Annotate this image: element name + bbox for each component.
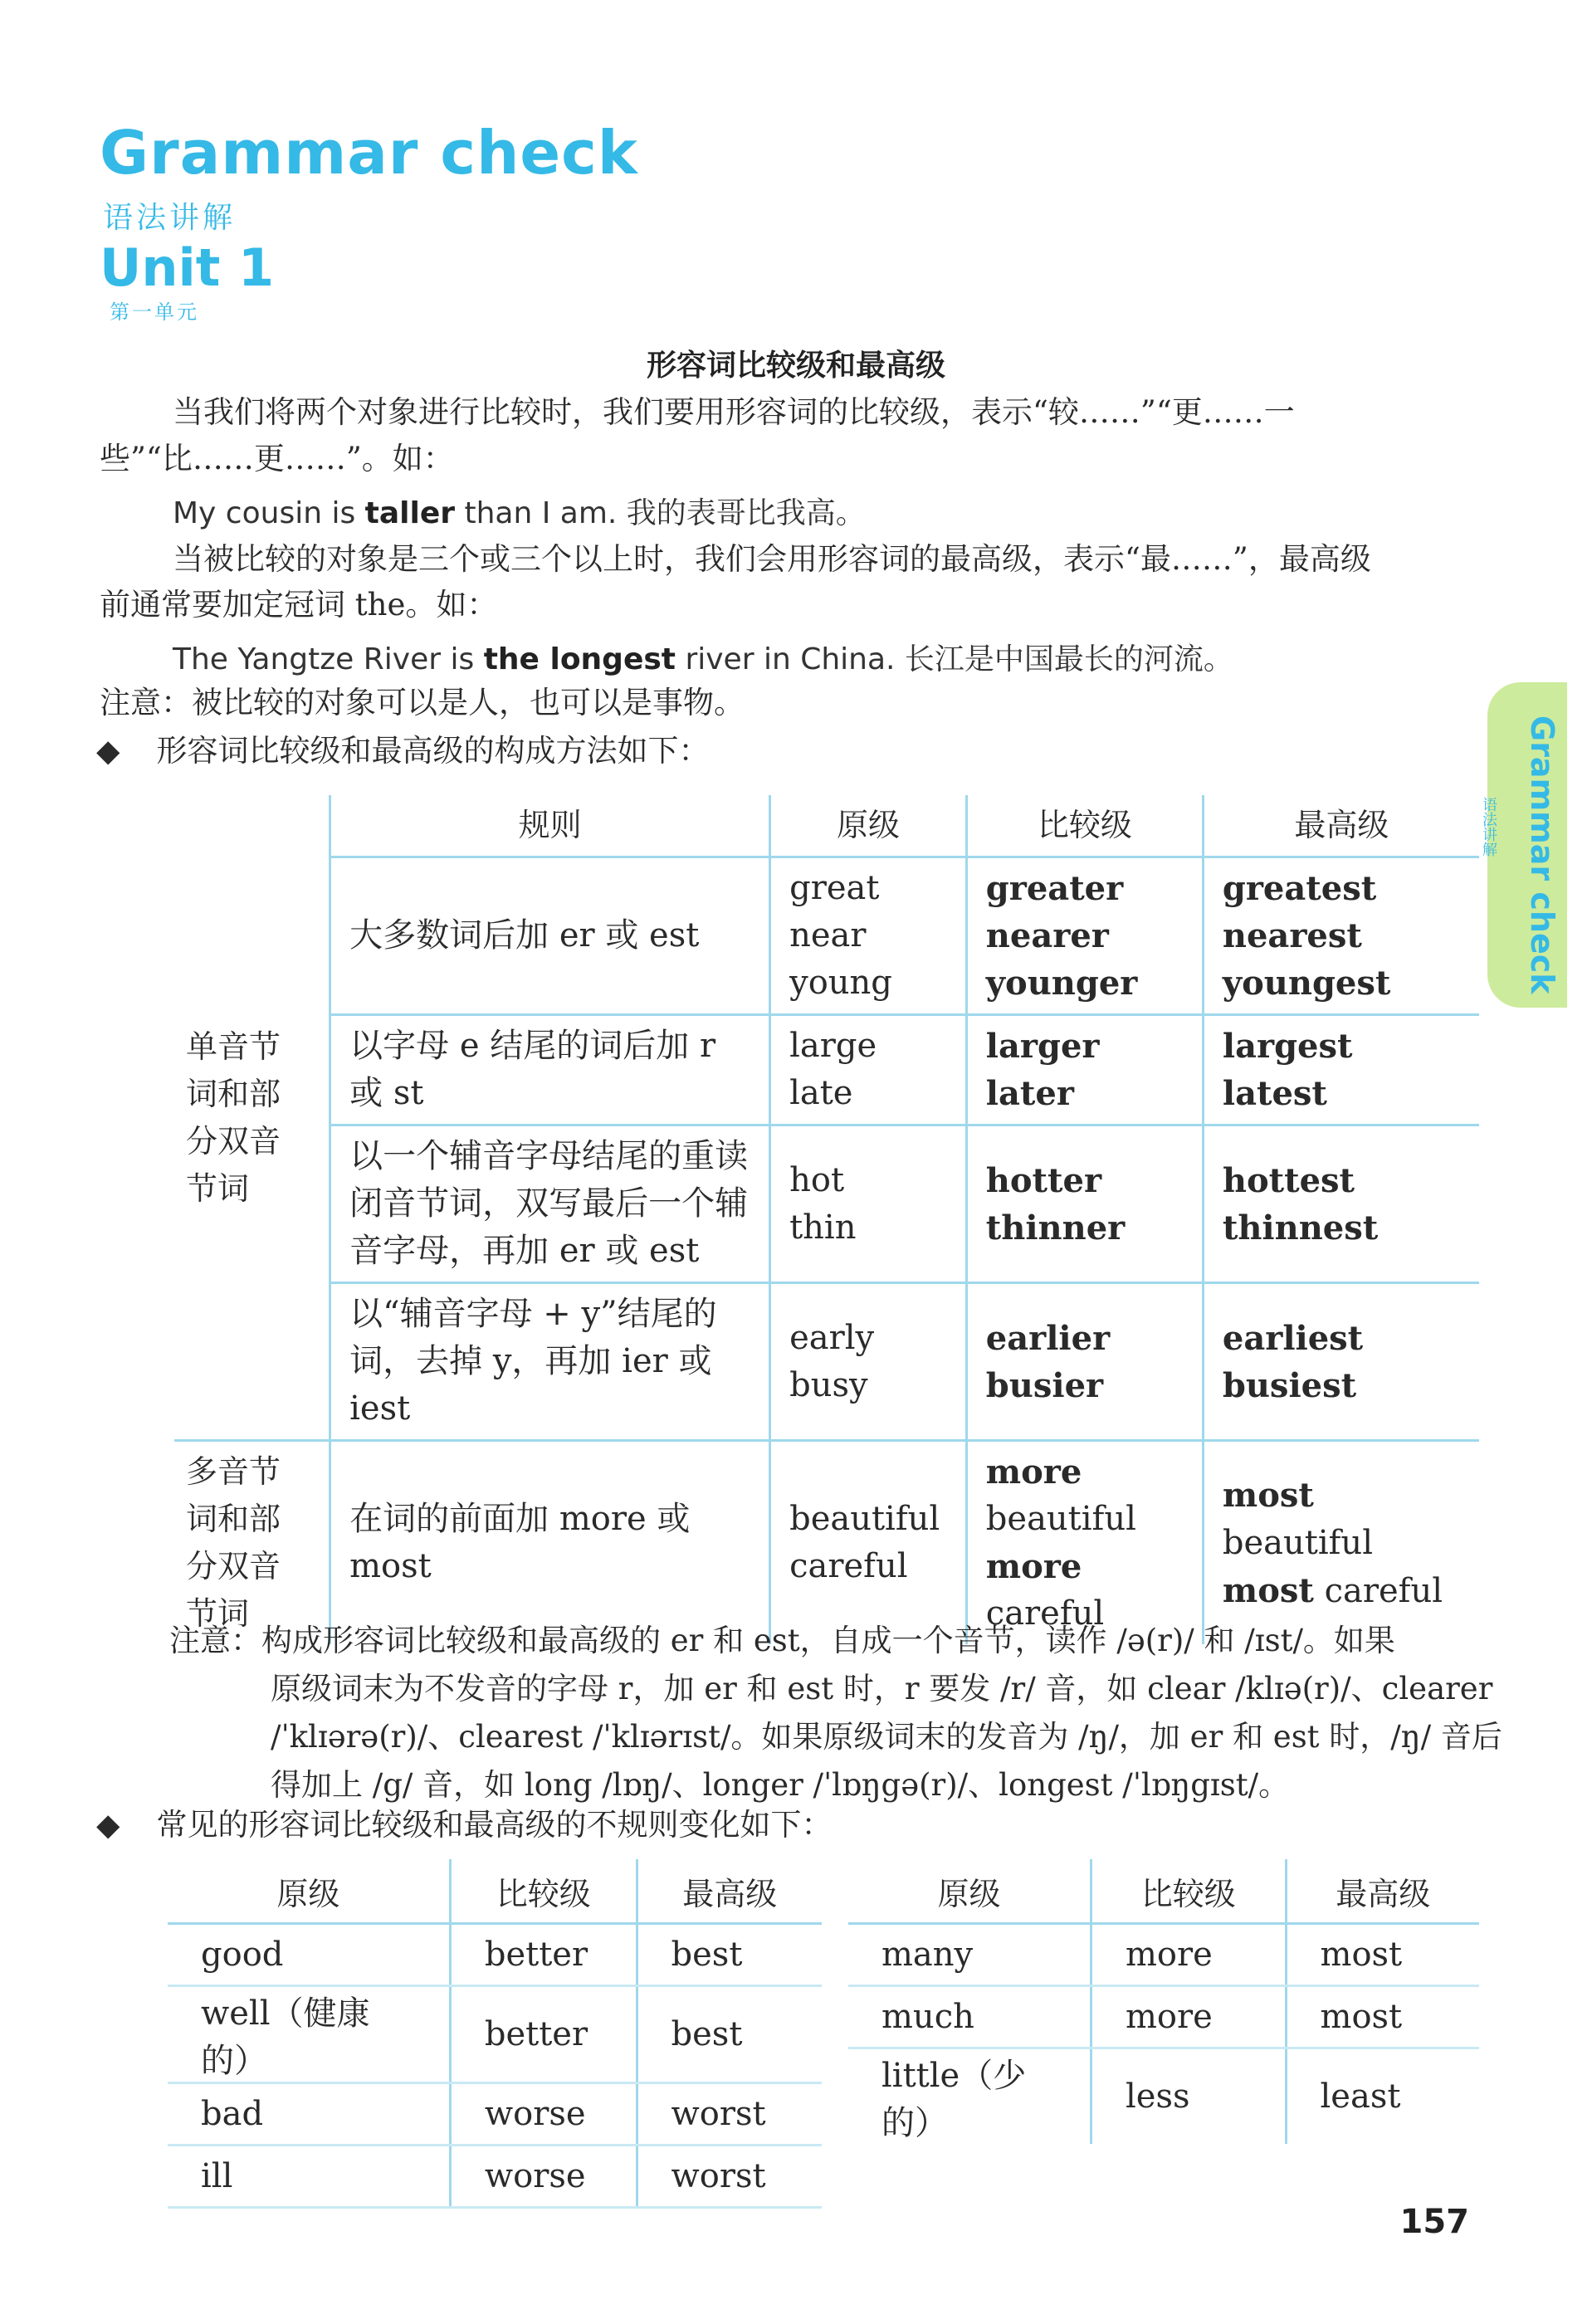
table-row <box>174 1283 1479 1441</box>
example-2: The Yangtze River is the longest river in China. 长江是中国最长的河流。 <box>173 642 1233 676</box>
note-1: 注意：被比较的对象可以是人，也可以是事物。 <box>100 685 745 720</box>
note-2-line-4: 得加上 /g/ 音，如 long /lɒŋ/、longer /ˈlɒŋgə(r)/、longest /ˈlɒŋgɪst/。 <box>271 1767 1290 1803</box>
table-row <box>174 857 1479 1015</box>
rule-cell: 以“辅音字母 + y”结尾的词，去掉 y，再加 ier 或 iest <box>330 1283 770 1441</box>
irregular-table-right <box>848 1859 1479 2144</box>
note-2-line-1: 注意：构成形容词比较级和最高级的 er 和 est，自成一个音节，读作 /ə(r)/ 和 /ɪst/。如果 <box>169 1623 1395 1658</box>
base-cell: large late <box>770 1015 967 1125</box>
note-2-line-2: 原级词末为不发音的字母 r，加 er 和 est 时，r 要发 /r/ 音，如 clear /klɪə(r)/、clearer <box>271 1671 1493 1706</box>
intro-line-3: 当被比较的对象是三个或三个以上时，我们会用形容词的最高级，表示“最……”，最高级 <box>173 541 1371 577</box>
base-cell: great near young <box>770 857 967 1015</box>
col-header-rule: 规则 <box>330 795 770 857</box>
table-row: much more most <box>848 1986 1479 2048</box>
page-heading: Grammar check <box>100 118 638 188</box>
base-cell: early busy <box>770 1283 967 1441</box>
col-header-base: 原级 <box>848 1859 1091 1924</box>
comparison-rules-table <box>174 795 1479 1644</box>
diamond-bullet-icon: ◆ <box>96 733 120 769</box>
unit-title-cn: 第一单元 <box>110 300 199 324</box>
table-row <box>174 1015 1479 1125</box>
col-header-base: 原级 <box>770 795 967 857</box>
superlative-cell: hottest thinnest <box>1203 1125 1479 1283</box>
intro-line-2: 些”“比……更……”。如： <box>100 441 454 476</box>
side-tab-label: Grammar check <box>1524 715 1560 994</box>
unit-title: Unit 1 <box>100 237 275 298</box>
table-row: many more most <box>848 1924 1479 1986</box>
intro-line-1: 当我们将两个对象进行比较时，我们要用形容词的比较级，表示“较……”“更……一 <box>173 394 1295 430</box>
superlative-cell: most beautiful most careful <box>1203 1441 1479 1645</box>
table-row: good better best <box>168 1924 822 1986</box>
col-header-comparative: 比较级 <box>966 795 1203 857</box>
bullet-2: ◆ 常见的形容词比较级和最高级的不规则变化如下： <box>96 1807 833 1843</box>
diamond-bullet-icon: ◆ <box>96 1807 120 1843</box>
category-polysyllabic: 多音节 词和部 分双音 节词 <box>186 1453 281 1632</box>
rule-cell: 大多数词后加 er 或 est <box>330 857 770 1015</box>
rule-cell: 在词的前面加 more 或 most <box>330 1441 770 1645</box>
example-1: My cousin is taller than I am. 我的表哥比我高。 <box>173 496 866 530</box>
col-header-comparative: 比较级 <box>1091 1859 1287 1924</box>
superlative-cell: earliest busiest <box>1203 1283 1479 1441</box>
base-cell: hot thin <box>770 1125 967 1283</box>
note-2-line-3: /ˈklɪərə(r)/、clearest /ˈklɪərɪst/。如果原级词末的发音为 /ŋ/，加 er 和 est 时，/ŋ/ 音后 <box>271 1719 1502 1755</box>
base-cell: beautiful careful <box>770 1441 967 1645</box>
table-row: well（健康的） better best <box>168 1986 822 2083</box>
side-tab-sub: 语法讲解 <box>1480 797 1497 857</box>
comparative-cell: earlier busier <box>966 1283 1203 1441</box>
section-title: 形容词比较级和最高级 <box>646 349 945 383</box>
rule-cell: 以一个辅音字母结尾的重读闭音节词，双写最后一个辅音字母，再加 er 或 est <box>330 1125 770 1283</box>
category-monosyllabic: 单音节 词和部 分双音 节词 <box>174 857 330 1441</box>
comparative-cell: more beautiful more careful <box>966 1441 1203 1645</box>
intro-line-4: 前通常要加定冠词 the。如： <box>100 587 498 622</box>
page-heading-cn: 语法讲解 <box>103 201 237 235</box>
table-row <box>174 1441 1479 1645</box>
rule-cell: 以字母 e 结尾的词后加 r 或 st <box>330 1015 770 1125</box>
comparative-cell: greater nearer younger <box>966 857 1203 1015</box>
col-header-superlative: 最高级 <box>637 1859 822 1924</box>
table-row: bad worse worst <box>168 2083 822 2146</box>
table-row <box>174 1125 1479 1283</box>
superlative-cell: greatest nearest youngest <box>1203 857 1479 1015</box>
bullet-1: ◆ 形容词比较级和最高级的构成方法如下： <box>96 733 710 769</box>
comparative-cell: hotter thinner <box>966 1125 1203 1283</box>
superlative-cell: largest latest <box>1203 1015 1479 1125</box>
col-header-superlative: 最高级 <box>1286 1859 1479 1924</box>
comparative-cell: larger later <box>966 1015 1203 1125</box>
col-header-comparative: 比较级 <box>450 1859 637 1924</box>
table-row: ill worse worst <box>168 2146 822 2208</box>
irregular-table-left <box>168 1859 822 2209</box>
table-row: little（少的） less least <box>848 2048 1479 2145</box>
col-header-superlative: 最高级 <box>1203 795 1479 857</box>
page-number: 157 <box>1399 2203 1469 2241</box>
col-header-base: 原级 <box>168 1859 450 1924</box>
